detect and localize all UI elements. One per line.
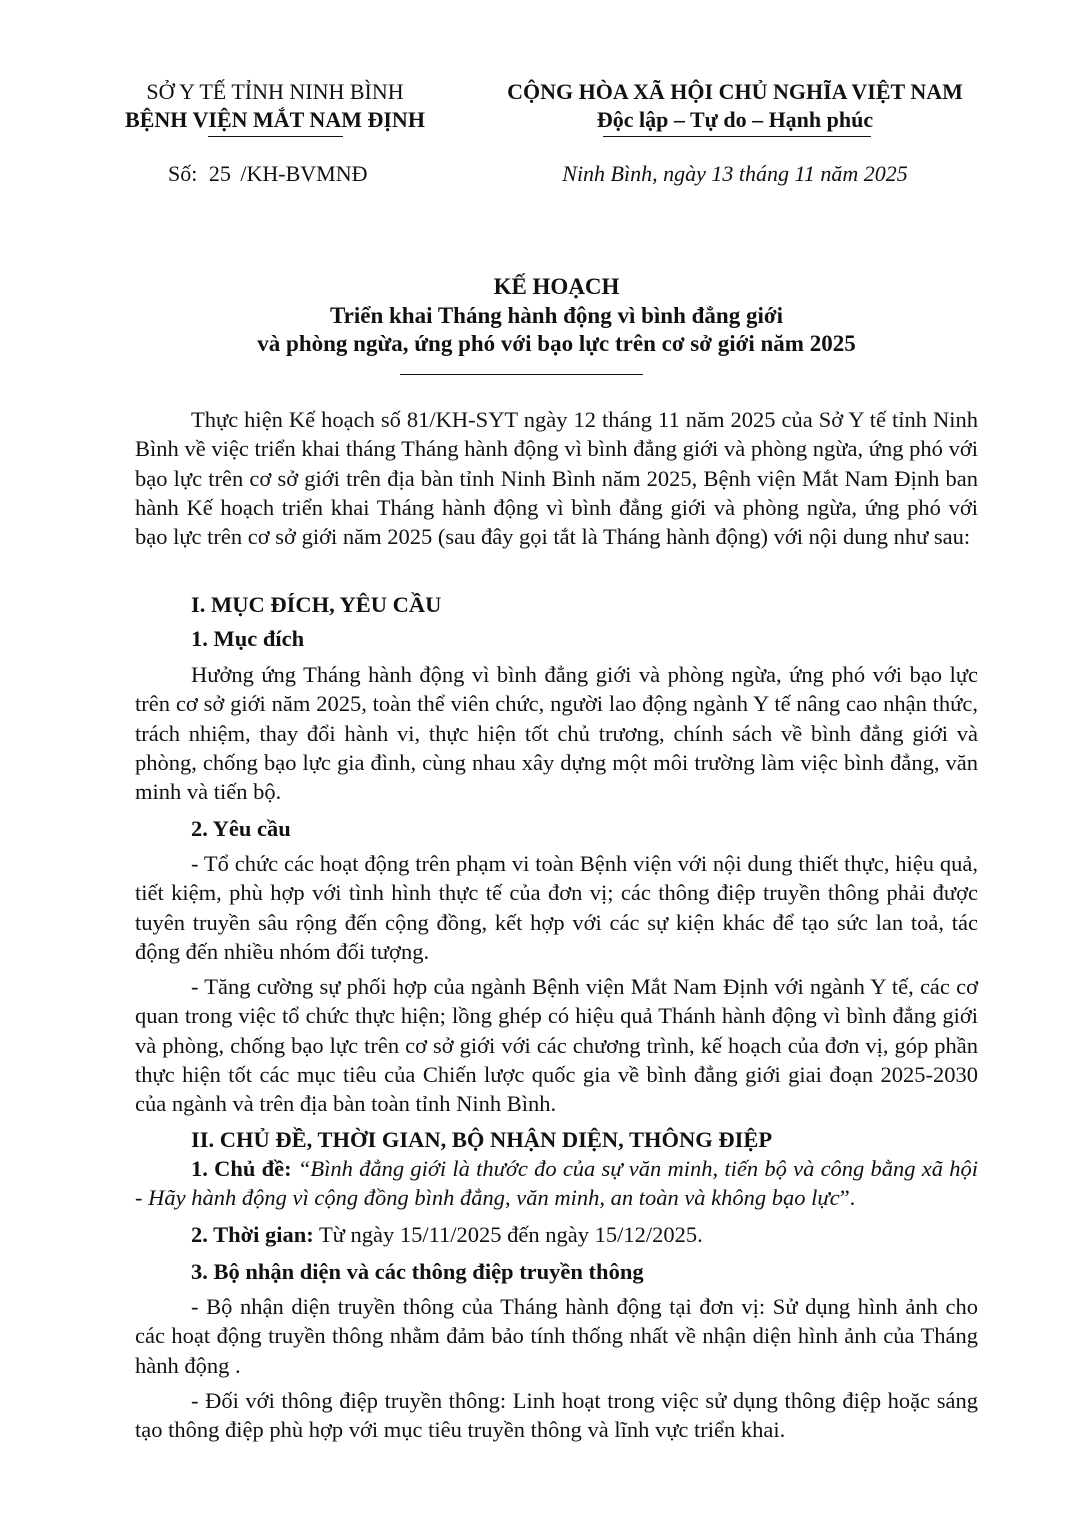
document-number bbox=[168, 160, 367, 188]
requirement-paragraph-2: - Tăng cường sự phối hợp của ngành Bệnh viện Mắt Nam Định với ngành Y tế, các cơ quan trong việc tổ chức thực hiện; lồng ghép có hiệu quả Thánh hành động vì bình đẳng giới và phòng, chống bạo lực trên cơ sở giới với các chương trình, kế hoạch của đơn vị, góp phần thực hiện tốt các mục tiêu của Chiến lược quốc gia về bình đẳng giới giai đoạn 2025-2030 của ngành và trên địa bàn toàn tỉnh Ninh Bình. bbox=[135, 974, 978, 1117]
doc-number-label: Số: bbox=[168, 161, 198, 186]
agency-underline bbox=[208, 136, 343, 137]
identity-paragraph: - Bộ nhận diện truyền thông của Tháng hành động tại đơn vị: Sử dụng hình ảnh cho các hoạt động truyền thông nhằm đảm bảo tính thống nhất về nhận diện hình ảnh của Tháng hành động . bbox=[135, 1294, 978, 1378]
title-underline bbox=[400, 374, 643, 375]
section-1-heading: I. MỤC ĐÍCH, YÊU CẦU bbox=[191, 592, 442, 617]
theme-text: “Bình đẳng giới là thước đo của sự văn minh, tiến bộ và công bằng xã hội - Hãy hành động vì cộng đồng bình đẳng, văn minh, an toàn và không bạo lực bbox=[135, 1156, 979, 1211]
requirement-paragraph-1: - Tổ chức các hoạt động trên phạm vi toàn Bệnh viện với nội dung thiết thực, hiệu quả, tiết kiệm, phù hợp với tình hình thực tế của đơn vị; các thông điệp truyền thông phải được tuyên truyền sâu rộng đến cộng đồng, kết hợp với các sự kiện khác để tạo sức lan toả, tác động đến nhiều nhóm đối tượng. bbox=[135, 851, 978, 964]
motto-underline bbox=[603, 136, 871, 137]
timeframe-text: Từ ngày 15/11/2025 đến ngày 15/12/2025. bbox=[318, 1222, 703, 1247]
national-title: CỘNG HÒA XÃ HỘI CHỦ NGHĨA VIỆT NAM bbox=[507, 79, 963, 104]
theme-paragraph bbox=[135, 1154, 978, 1213]
place-date: Ninh Bình, ngày 13 tháng 11 năm 2025 bbox=[562, 161, 908, 186]
national-motto: Độc lập – Tự do – Hạnh phúc bbox=[596, 107, 874, 132]
theme-end: ”. bbox=[839, 1185, 856, 1211]
section-1-1-heading: 1. Mục đích bbox=[191, 626, 305, 651]
doc-number-value: 25 bbox=[208, 161, 231, 186]
title-line-2: và phòng ngừa, ứng phó với bạo lực trên cơ sở giới năm 2025 bbox=[257, 331, 856, 356]
theme-label: 1. Chủ đề: bbox=[191, 1156, 292, 1181]
national-header bbox=[470, 78, 1000, 134]
section-2-3-heading: 3. Bộ nhận diện và các thông điệp truyền thông bbox=[191, 1259, 644, 1284]
section-2-heading: II. CHỦ ĐỀ, THỜI GIAN, BỘ NHẬN DIỆN, THÔNG ĐIỆP bbox=[191, 1127, 773, 1152]
timeframe-paragraph bbox=[135, 1220, 978, 1249]
intro-paragraph: Thực hiện Kế hoạch số 81/KH-SYT ngày 12 tháng 11 năm 2025 của Sở Y tế tỉnh Ninh Bình về việc triển khai tháng Tháng hành động vì bình đẳng giới và phòng ngừa, ứng phó với bạo lực trên cơ sở giới trên địa bàn tỉnh Ninh Bình năm 2025, Bệnh viện Mắt Nam Định ban hành Kế hoạch triển khai Tháng hành động vì bình đẳng giới và phòng ngừa, ứng phó với bạo lực trên cơ sở giới năm 2025 (sau đây gọi tắt là Tháng hành động) với nội dung như sau: bbox=[135, 407, 978, 550]
section-1-2-heading: 2. Yêu cầu bbox=[191, 816, 291, 841]
timeframe-label: 2. Thời gian: bbox=[191, 1222, 314, 1247]
doc-number-suffix: /KH-BVMNĐ bbox=[240, 161, 368, 186]
document-type: KẾ HOẠCH bbox=[493, 274, 620, 299]
agency-header bbox=[95, 78, 455, 134]
messaging-paragraph: - Đối với thông điệp truyền thông: Linh hoạt trong việc sử dụng thông điệp hoặc sáng tạo thông điệp phù hợp với mục tiêu truyền thông và lĩnh vực triển khai. bbox=[135, 1388, 978, 1443]
parent-agency: SỞ Y TẾ TỈNH NINH BÌNH bbox=[146, 79, 404, 104]
title-line-1: Triển khai Tháng hành động vì bình đẳng giới bbox=[330, 302, 783, 328]
hospital-name: BỆNH VIỆN MẮT NAM ĐỊNH bbox=[125, 107, 425, 132]
purpose-paragraph: Hưởng ứng Tháng hành động vì bình đẳng giới và phòng ngừa, ứng phó với bạo lực trên cơ sở giới năm 2025, toàn thể viên chức, người lao động ngành Y tế nâng cao nhận thức, trách nhiệm, thay đổi hành vi, thực hiện tốt chủ trương, chính sách về bình đẳng giới và phòng, chống bạo lực gia đình, cùng nhau xây dựng một môi trường làm việc bình đẳng, văn minh và tiến bộ. bbox=[135, 662, 978, 805]
document-title bbox=[135, 273, 978, 359]
